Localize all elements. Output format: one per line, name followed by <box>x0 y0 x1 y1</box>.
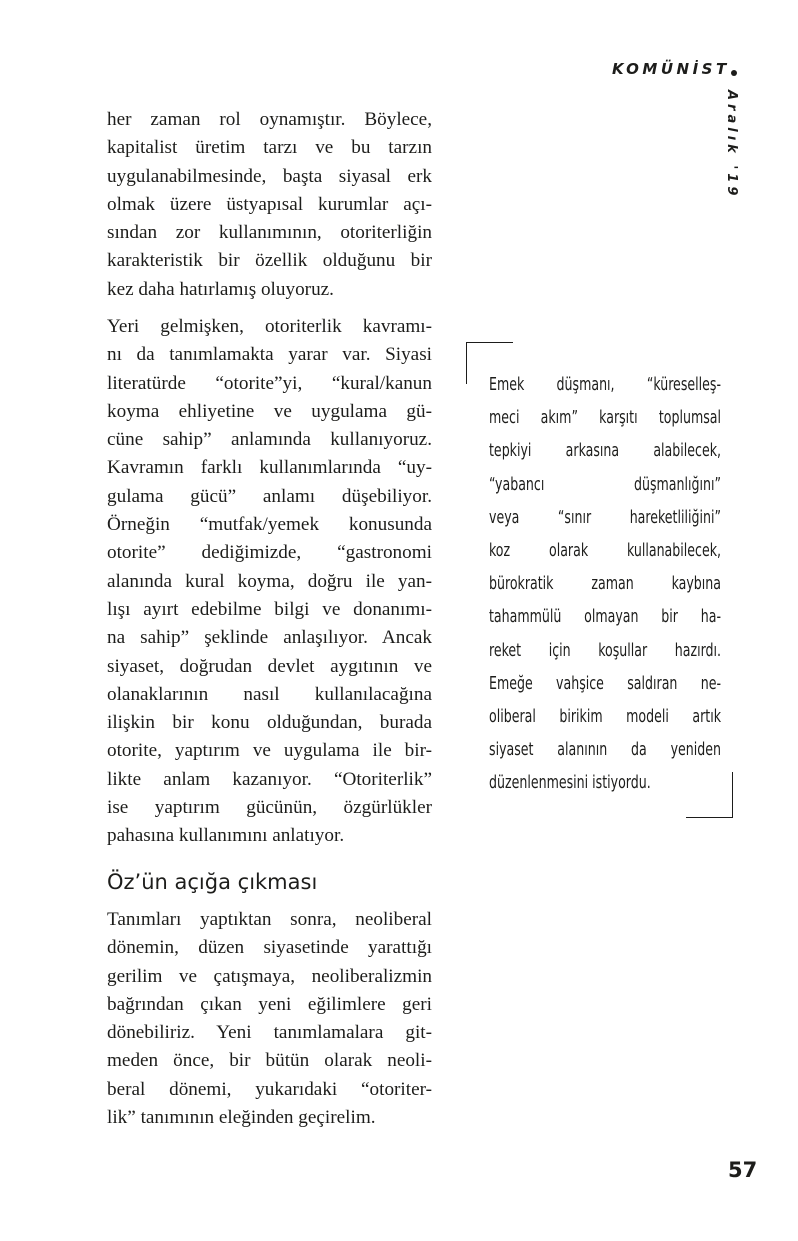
quote-line: “yabancı düşmanlığını” <box>489 474 721 495</box>
text-line: bağrından çıkan yeni eğilimlere geri <box>107 993 432 1015</box>
text-line: meden önce, bir bütün olarak neoli- <box>107 1050 432 1072</box>
quote-line: tahammülü olmayan bir ha- <box>489 607 721 628</box>
text-line: beral dönemi, yukarıdaki “otoriter- <box>107 1078 432 1100</box>
text-line: ilişkin bir konu olduğundan, burada <box>107 712 432 734</box>
bullet-icon <box>731 70 737 76</box>
text-line: koyma ehliyetine ve uygulama gü- <box>107 400 432 422</box>
text-line: olanaklarının nasıl kullanılacağına <box>107 683 432 705</box>
page-number: 57 <box>728 1158 758 1182</box>
text-line: na sahip” şeklinde anlaşılıyor. Ancak <box>107 627 432 649</box>
quote-line: düzenlenmesini istiyordu. <box>489 773 651 794</box>
text-line: her zaman rol oynamıştır. Böylece, <box>107 109 432 130</box>
text-line: pahasına kullanımını anlatıyor. <box>107 825 345 847</box>
text-line: sından zor kullanımının, otoriterliğin <box>107 222 432 244</box>
text-line: likte anlam kazanıyor. “Otoriterlik” <box>107 768 432 790</box>
quote-corner-top-left <box>466 342 513 343</box>
quote-line: bürokratik zaman kaybına <box>489 574 721 595</box>
section-heading: Öz’ün açığa çıkması <box>107 870 318 894</box>
pull-quote <box>489 369 721 801</box>
text-line: literatürde “otorite”yi, “kural/kanun <box>107 372 432 394</box>
quote-line: veya “sınır hareketliliğini” <box>489 507 721 528</box>
quote-line: Emek düşmanı, “küreselleş- <box>489 375 721 395</box>
text-line: nı da tanımlamakta yarar var. Siyasi <box>107 344 432 366</box>
quote-line: siyaset alanının da yeniden <box>489 740 721 761</box>
text-line: otorite” dediğimizde, “gastronomi <box>107 542 432 564</box>
quote-corner-bottom-right-vertical <box>732 772 733 818</box>
quote-line: oliberal birikim modeli artık <box>489 707 721 728</box>
text-line: uygulanabilmesinde, başta siyasal erk <box>107 165 432 187</box>
text-line: gerilim ve çatışmaya, neoliberalizmin <box>107 965 432 987</box>
quote-corner-bottom-right <box>686 817 733 818</box>
text-line: gulama gücü” anlamı düşebiliyor. <box>107 485 432 507</box>
paragraph-2 <box>107 313 432 851</box>
text-line: Yeri gelmişken, otoriterlik kavramı- <box>107 316 432 337</box>
text-line: lışı ayırt edebilme bilgi ve donanımı- <box>107 598 432 620</box>
text-line: dönemin, düzen siyasetinde yarattığı <box>107 937 432 959</box>
quote-line: reket için koşullar hazırdı. <box>489 640 721 661</box>
paragraph-3 <box>107 906 432 1132</box>
quote-line: tepkiyi arkasına alabilecek, <box>489 441 721 462</box>
text-line: kez daha hatırlamış oluyoruz. <box>107 278 334 300</box>
quote-line: Emeğe vahşice saldıran ne- <box>489 673 721 694</box>
text-line: karakteristik bir özellik olduğunu bir <box>107 250 432 272</box>
paragraph-1 <box>107 106 432 304</box>
text-line: Tanımları yaptıktan sonra, neoliberal <box>107 909 432 930</box>
issue-date: Aralık '19 <box>724 90 739 200</box>
text-line: alanında kural koyma, doğru ile yan- <box>107 570 432 592</box>
quote-line: meci akım” karşıtı toplumsal <box>489 408 721 429</box>
text-line: Kavramın farklı kullanımlarında “uy- <box>107 457 432 479</box>
quote-line: koz olarak kullanabilecek, <box>489 541 721 562</box>
text-line: Örneğin “mutfak/yemek konusunda <box>107 514 432 536</box>
text-line: otorite, yaptırım ve uygulama ile bir- <box>107 740 432 762</box>
text-line: siyaset, doğrudan devlet aygıtının ve <box>107 655 432 677</box>
text-line: olmak üzere üstyapısal kurumlar açı- <box>107 193 432 215</box>
publication-name: KOMÜNİST <box>612 60 730 78</box>
quote-corner-top-left-vertical <box>466 342 467 384</box>
text-line: cüne sahip” anlamında kullanıyoruz. <box>107 429 432 451</box>
text-line: ise yaptırım gücünün, özgürlükler <box>107 797 432 819</box>
text-line: lik” tanımının eleğinden geçirelim. <box>107 1107 376 1129</box>
text-line: dönebiliriz. Yeni tanımlamalara git- <box>107 1022 432 1044</box>
text-line: kapitalist üretim tarzı ve bu tarzın <box>107 137 432 159</box>
